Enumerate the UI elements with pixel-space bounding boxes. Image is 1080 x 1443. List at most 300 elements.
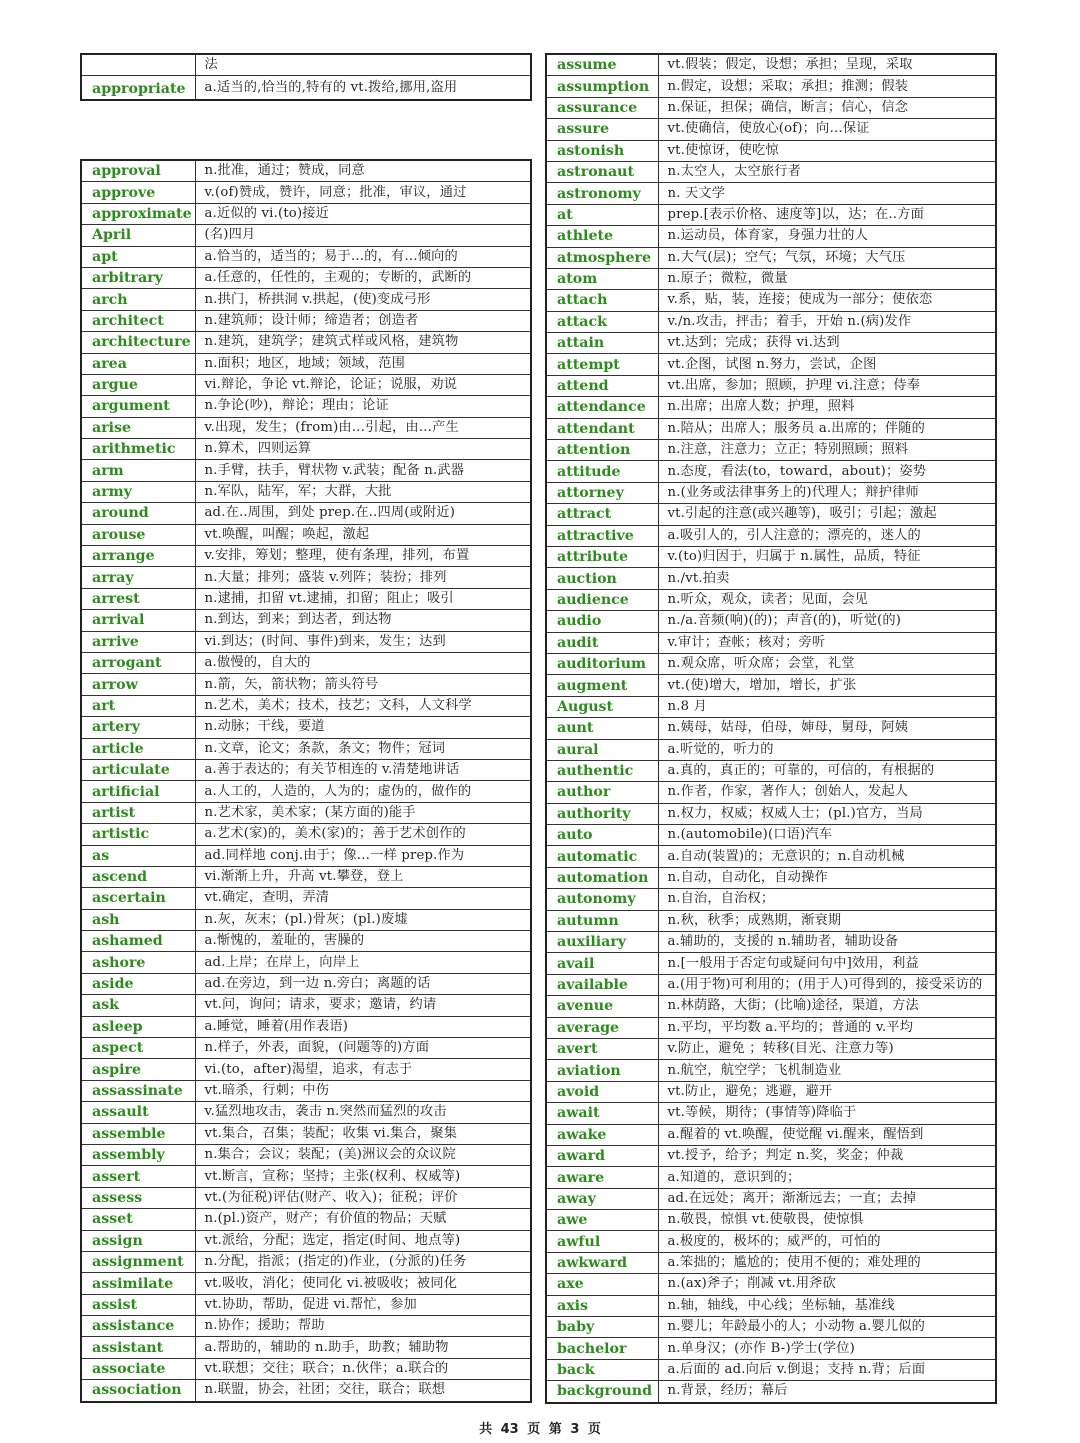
definition-cell: vt.协助，帮助，促进 vi.帮忙，参加 — [195, 1294, 531, 1315]
vocab-row — [81, 995, 531, 1016]
definition-cell: vt.问，询问；请求，要求；邀请，约请 — [195, 995, 531, 1016]
word-cell: author — [546, 782, 658, 803]
definition-cell: vt.吸收，消化；使同化 vi.被吸收；被同化 — [195, 1273, 531, 1294]
word-cell: astronaut — [546, 161, 658, 182]
vocab-row — [81, 310, 531, 331]
vocab-row — [546, 461, 996, 482]
word-cell: await — [546, 1103, 658, 1124]
definition-cell: vt.使确信，使放心(of)；向…保证 — [658, 119, 996, 140]
definition-cell: n.[一般用于否定句或疑问句中]效用，利益 — [658, 953, 996, 974]
vocab-row — [81, 931, 531, 952]
word-cell: assign — [81, 1230, 195, 1251]
word-cell: area — [81, 353, 195, 374]
definition-cell: n.艺术家，美术家；(某方面的)能手 — [195, 802, 531, 823]
definition-cell: n.秋，秋季；成熟期，渐衰期 — [658, 910, 996, 931]
vocab-row — [81, 1209, 531, 1230]
word-cell: assess — [81, 1187, 195, 1208]
definition-cell: v.猛烈地攻击，袭击 n.突然而猛烈的攻击 — [195, 1102, 531, 1123]
word-cell: arouse — [81, 524, 195, 545]
word-cell: attach — [546, 290, 658, 311]
definition-cell: n.(automobile)(口语)汽车 — [658, 825, 996, 846]
definition-cell: vt.引起的注意(或兴趣等)，吸引；引起；激起 — [658, 504, 996, 525]
table-row — [81, 54, 531, 76]
vocab-row — [546, 867, 996, 888]
definition-cell: n.拱门，桥拱洞 v.拱起，(使)变成弓形 — [195, 289, 531, 310]
definition-cell: ad.同样地 conj.由于；像…一样 prep.作为 — [195, 845, 531, 866]
word-cell: ash — [81, 909, 195, 930]
word-cell: arrange — [81, 546, 195, 567]
definition-cell: n.面积；地区，地域；领域，范围 — [195, 353, 531, 374]
definition-cell: vt.授予，给予；判定 n.奖，奖金；仲裁 — [658, 1145, 996, 1166]
word-cell: assistant — [81, 1337, 195, 1358]
definition-cell: ad.在远处；离开；渐渐远去；一直；去掉 — [658, 1188, 996, 1209]
definition-cell: n.箭，矢，箭状物；箭头符号 — [195, 674, 531, 695]
vocab-row — [81, 1273, 531, 1294]
definition-cell: a.傲慢的，自大的 — [195, 652, 531, 673]
definition-cell: a.自动(装置)的；无意识的；n.自动机械 — [658, 846, 996, 867]
vocab-row — [81, 439, 531, 460]
word-cell: assist — [81, 1294, 195, 1315]
vocab-row — [81, 1230, 531, 1251]
vocab-row — [81, 203, 531, 224]
definition-cell: a.适当的,恰当的,特有的 vt.拨给,挪用,盗用 — [195, 76, 531, 101]
vocab-row — [546, 226, 996, 247]
word-cell: atmosphere — [546, 247, 658, 268]
definition-cell: n.背景，经历；幕后 — [658, 1381, 996, 1403]
definition-cell: n.集合；会议；装配；(美)洲议会的众议院 — [195, 1144, 531, 1165]
definition-cell: n.单身汉；(亦作 B-)学士(学位) — [658, 1338, 996, 1359]
definition-cell: a.帮助的，辅助的 n.助手，助教；辅助物 — [195, 1337, 531, 1358]
word-cell: avert — [546, 1038, 658, 1059]
definition-cell: 法 — [195, 54, 531, 76]
word-cell: astronomy — [546, 183, 658, 204]
word-cell: attendant — [546, 418, 658, 439]
vocab-row — [546, 996, 996, 1017]
definition-cell: vt.使惊讶，使吃惊 — [658, 140, 996, 161]
vocab-row — [81, 374, 531, 395]
definition-cell: a.任意的，任性的，主观的；专断的，武断的 — [195, 267, 531, 288]
vocab-row — [81, 1123, 531, 1144]
vocab-row — [81, 802, 531, 823]
definition-cell: n.陪从；出席人；服务员 a.出席的；伴随的 — [658, 418, 996, 439]
vocab-row — [546, 161, 996, 182]
word-cell: automatic — [546, 846, 658, 867]
vocab-row — [546, 696, 996, 717]
vocab-row — [81, 396, 531, 417]
vocab-row — [546, 333, 996, 354]
vocab-row — [546, 525, 996, 546]
definition-cell: ad.在..周围，到处 prep.在..四周(或附近) — [195, 503, 531, 524]
vocab-row — [81, 546, 531, 567]
word-cell: arrive — [81, 631, 195, 652]
vocab-row — [81, 160, 531, 182]
word-cell: aspire — [81, 1059, 195, 1080]
definition-cell: n.样子，外表，面貌，(问题等的)方面 — [195, 1038, 531, 1059]
vocab-row — [81, 610, 531, 631]
vocab-row — [81, 246, 531, 267]
word-cell: April — [81, 225, 195, 246]
definition-cell: n.动脉；干线，要道 — [195, 717, 531, 738]
word-cell: array — [81, 567, 195, 588]
vocab-row — [546, 718, 996, 739]
word-cell: attempt — [546, 354, 658, 375]
vocab-row — [546, 653, 996, 674]
word-cell: August — [546, 696, 658, 717]
word-cell: aspect — [81, 1038, 195, 1059]
vocab-row — [546, 1252, 996, 1273]
word-cell: automation — [546, 867, 658, 888]
vocab-row — [546, 782, 996, 803]
definition-cell: (名)四月 — [195, 225, 531, 246]
definition-cell: n.轴，轴线，中心线；坐标轴，基准线 — [658, 1295, 996, 1316]
vocab-row — [81, 524, 531, 545]
word-cell: award — [546, 1145, 658, 1166]
word-cell: assure — [546, 119, 658, 140]
word-cell: asleep — [81, 1016, 195, 1037]
word-cell: assert — [81, 1166, 195, 1187]
definition-cell: a.辅助的，支援的 n.辅助者，辅助设备 — [658, 932, 996, 953]
word-cell: artery — [81, 717, 195, 738]
vocab-row — [81, 1102, 531, 1123]
vocab-row — [546, 204, 996, 225]
word-cell: aware — [546, 1167, 658, 1188]
vocab-row — [546, 1103, 996, 1124]
definition-cell: v.出现，发生；(from)由…引起，由…产生 — [195, 417, 531, 438]
definition-cell: n.自动，自动化，自动操作 — [658, 867, 996, 888]
definition-cell: a.醒着的 vt.唤醒，使觉醒 vi.醒来，醒悟到 — [658, 1124, 996, 1145]
word-cell: as — [81, 845, 195, 866]
vocab-row — [546, 803, 996, 824]
word-cell: away — [546, 1188, 658, 1209]
vocab-row — [546, 1038, 996, 1059]
definition-cell: n.(业务或法律事务上的)代理人；辩护律师 — [658, 482, 996, 503]
definition-cell: vi.渐渐上升，升高 vt.攀登，登上 — [195, 866, 531, 887]
vocab-row — [81, 759, 531, 780]
definition-cell: v.(of)赞成，赞许，同意；批准，审议，通过 — [195, 182, 531, 203]
vocab-row — [81, 289, 531, 310]
vocab-row — [546, 119, 996, 140]
word-cell: ascend — [81, 866, 195, 887]
word-cell: approximate — [81, 203, 195, 224]
vocab-row — [546, 760, 996, 781]
word-cell: assumption — [546, 76, 658, 97]
definition-cell: n.建筑师；设计师；缔造者；创造者 — [195, 310, 531, 331]
word-cell: baby — [546, 1317, 658, 1338]
vocab-row — [546, 1017, 996, 1038]
definition-cell: n.保证，担保；确信，断言；信心，信念 — [658, 97, 996, 118]
vocab-row — [81, 225, 531, 246]
definition-cell: a.后面的 ad.向后 v.倒退；支持 n.背；后面 — [658, 1359, 996, 1380]
word-cell: artificial — [81, 781, 195, 802]
word-cell: awful — [546, 1231, 658, 1252]
vocab-row — [81, 1080, 531, 1101]
definition-cell: vt.达到；完成；获得 vi.达到 — [658, 333, 996, 354]
word-cell: artist — [81, 802, 195, 823]
vocab-row — [81, 353, 531, 374]
definition-cell: n.敬畏，惊惧 vt.使敬畏，使惊惧 — [658, 1210, 996, 1231]
word-cell: attract — [546, 504, 658, 525]
total-pages: 43 — [500, 1422, 519, 1437]
definition-cell: a.真的，真正的；可靠的，可信的，有根据的 — [658, 760, 996, 781]
vocab-row — [81, 674, 531, 695]
definition-cell: n.军队，陆军，军；大群，大批 — [195, 481, 531, 502]
word-cell: avail — [546, 953, 658, 974]
word-cell: attorney — [546, 482, 658, 503]
definition-cell: n.争论(吵)，辩论；理由；论证 — [195, 396, 531, 417]
definition-cell: vi.到达；(时间、事件)到来，发生；达到 — [195, 631, 531, 652]
word-cell: appropriate — [81, 76, 195, 101]
definition-cell: a.吸引人的，引人注意的；漂亮的，迷人的 — [658, 525, 996, 546]
vocab-row — [546, 1274, 996, 1295]
word-cell: assault — [81, 1102, 195, 1123]
vocab-row — [546, 1359, 996, 1380]
word-cell: ask — [81, 995, 195, 1016]
word-cell: athlete — [546, 226, 658, 247]
word-cell: attend — [546, 375, 658, 396]
definition-cell: a.近似的 vi.(to)接近 — [195, 203, 531, 224]
definition-cell: vt.集合，召集；装配；收集 vi.集合，聚集 — [195, 1123, 531, 1144]
definition-cell: n.大量；排列；盛装 v.列阵；装扮；排列 — [195, 567, 531, 588]
definition-cell: n.出席；出席人数；护理，照料 — [658, 397, 996, 418]
vocab-row — [81, 567, 531, 588]
footer-text: 页 — [587, 1422, 601, 1437]
vocab-row — [81, 1358, 531, 1379]
definition-cell: vt.联想；交往；联合；n.伙伴；a.联合的 — [195, 1358, 531, 1379]
definition-cell: vt.暗杀，行刺；中伤 — [195, 1080, 531, 1101]
word-cell: articulate — [81, 759, 195, 780]
vocab-row — [81, 1166, 531, 1187]
vocab-row — [81, 1316, 531, 1337]
vocab-row — [81, 952, 531, 973]
word-cell: average — [546, 1017, 658, 1038]
word-cell: attendance — [546, 397, 658, 418]
vocab-row — [546, 482, 996, 503]
word-cell: arch — [81, 289, 195, 310]
word-cell: background — [546, 1381, 658, 1403]
definition-cell: a.恰当的，适当的；易于…的，有…倾向的 — [195, 246, 531, 267]
definition-cell: vi.辩论，争论 vt.辩论，论证；说服，劝说 — [195, 374, 531, 395]
vocab-row — [546, 1295, 996, 1316]
definition-cell: vt.断言，宣称；坚持；主张(权利、权威等) — [195, 1166, 531, 1187]
definition-cell: n.(ax)斧子；削减 vt.用斧砍 — [658, 1274, 996, 1295]
vocab-row — [81, 738, 531, 759]
word-cell: assurance — [546, 97, 658, 118]
word-cell: atom — [546, 268, 658, 289]
definition-cell: vt.确定，查明，弄清 — [195, 888, 531, 909]
definition-cell: a.惭愧的，羞耻的，害臊的 — [195, 931, 531, 952]
definition-cell: prep.[表示价格、速度等]以，达；在..方面 — [658, 204, 996, 225]
definition-cell: v.(to)归因于，归属于 n.属性，品质，特征 — [658, 546, 996, 567]
word-cell: auditorium — [546, 653, 658, 674]
word-cell: augment — [546, 675, 658, 696]
definition-cell: n. 天文学 — [658, 183, 996, 204]
top-entry-table — [80, 53, 532, 101]
vocab-row — [81, 1294, 531, 1315]
word-cell: art — [81, 695, 195, 716]
definition-cell: ad.上岸；在岸上，向岸上 — [195, 952, 531, 973]
word-cell: at — [546, 204, 658, 225]
vocab-row — [546, 846, 996, 867]
vocab-row — [546, 1145, 996, 1166]
definition-cell: v./n.攻击，抨击；着手，开始 n.(病)发作 — [658, 311, 996, 332]
definition-cell: n.权力，权威；权威人士；(pl.)官方，当局 — [658, 803, 996, 824]
left-vocabulary-table — [80, 159, 532, 1403]
word-cell: associate — [81, 1358, 195, 1379]
definition-cell: a.睡觉，睡着(用作表语) — [195, 1016, 531, 1037]
word-cell: arithmetic — [81, 439, 195, 460]
word-cell: army — [81, 481, 195, 502]
vocab-row — [81, 503, 531, 524]
vocab-row — [81, 888, 531, 909]
vocab-row — [81, 481, 531, 502]
definition-cell: n.平均，平均数 a.平均的；普通的 v.平均 — [658, 1017, 996, 1038]
table-row — [81, 76, 531, 101]
vocab-row — [81, 332, 531, 353]
word-cell: axis — [546, 1295, 658, 1316]
definition-cell: a.善于表达的；有关节相连的 v.清楚地讲话 — [195, 759, 531, 780]
definition-cell: n./a.音频(响)(的)；声音(的)，听觉(的) — [658, 611, 996, 632]
definition-cell: n.艺术，美术；技术，技艺；文科，人文科学 — [195, 695, 531, 716]
definition-cell: v.防止，避免 ；转移(目光、注意力等) — [658, 1038, 996, 1059]
vocab-row — [546, 739, 996, 760]
vocab-row — [81, 1016, 531, 1037]
word-cell: aside — [81, 973, 195, 994]
word-cell: arrow — [81, 674, 195, 695]
vocab-row — [546, 418, 996, 439]
vocab-row — [81, 845, 531, 866]
vocab-row — [81, 182, 531, 203]
vocab-row — [81, 460, 531, 481]
vocab-row — [81, 417, 531, 438]
word-cell: artistic — [81, 824, 195, 845]
word-cell: awake — [546, 1124, 658, 1145]
word-cell: ashamed — [81, 931, 195, 952]
definition-cell: vi.(to，after)渴望，追求，有志于 — [195, 1059, 531, 1080]
definition-cell: n.运动员，体育家，身强力壮的人 — [658, 226, 996, 247]
word-cell: assembly — [81, 1144, 195, 1165]
definition-cell: vt.唤醒，叫醒；唤起，激起 — [195, 524, 531, 545]
definition-cell: n.建筑，建筑学；建筑式样或风格，建筑物 — [195, 332, 531, 353]
vocab-row — [546, 397, 996, 418]
definition-cell: a.(用于物)可利用的；(用于人)可得到的，接受采访的 — [658, 974, 996, 995]
definition-cell: v.系，贴，装，连接；使成为一部分；使依恋 — [658, 290, 996, 311]
vocab-row — [546, 953, 996, 974]
word-cell: article — [81, 738, 195, 759]
word-cell: arbitrary — [81, 267, 195, 288]
word-cell: attain — [546, 333, 658, 354]
vocab-row — [546, 1210, 996, 1231]
vocab-row — [546, 932, 996, 953]
vocab-row — [81, 1380, 531, 1402]
word-cell: autonomy — [546, 889, 658, 910]
vocab-row — [546, 290, 996, 311]
word-cell: ascertain — [81, 888, 195, 909]
vocab-row — [546, 1167, 996, 1188]
vocab-row — [546, 1060, 996, 1081]
definition-cell: vt.(为征税)评估(财产、收入)；征税；评价 — [195, 1187, 531, 1208]
definition-cell: n.姨母，姑母，伯母，婶母，舅母，阿姨 — [658, 718, 996, 739]
vocab-row — [81, 652, 531, 673]
word-cell: arrival — [81, 610, 195, 631]
definition-cell: vt.假装；假定，设想；承担；呈现，采取 — [658, 54, 996, 76]
vocab-row — [546, 589, 996, 610]
vocab-row — [546, 1188, 996, 1209]
word-cell — [81, 54, 195, 76]
definition-cell: n.航空，航空学；飞机制造业 — [658, 1060, 996, 1081]
word-cell: attention — [546, 440, 658, 461]
definition-cell: n.协作；援助；帮助 — [195, 1316, 531, 1337]
vocab-row — [546, 611, 996, 632]
vocab-row — [546, 1081, 996, 1102]
definition-cell: n.假定，设想；采取；承担；推测；假装 — [658, 76, 996, 97]
word-cell: astonish — [546, 140, 658, 161]
right-vocabulary-table — [545, 53, 997, 1404]
footer-text: 页 — [527, 1422, 541, 1437]
vocab-row — [546, 76, 996, 97]
vocab-row — [546, 546, 996, 567]
definition-cell: n.观众席，听众席；会堂，礼堂 — [658, 653, 996, 674]
word-cell: available — [546, 974, 658, 995]
definition-cell: n./vt.拍卖 — [658, 568, 996, 589]
vocab-row — [81, 973, 531, 994]
definition-cell: n.注意，注意力；立正；特别照顾；照料 — [658, 440, 996, 461]
vocab-row — [546, 354, 996, 375]
current-page: 3 — [570, 1422, 580, 1437]
definition-cell: n.8 月 — [658, 696, 996, 717]
vocab-row — [546, 375, 996, 396]
definition-cell: n.自治，自治权； — [658, 889, 996, 910]
word-cell: aunt — [546, 718, 658, 739]
definition-cell: n.作者，作家，著作人；创始人，发起人 — [658, 782, 996, 803]
word-cell: aviation — [546, 1060, 658, 1081]
word-cell: attitude — [546, 461, 658, 482]
definition-cell: n.太空人，太空旅行者 — [658, 161, 996, 182]
definition-cell: vt.等候，期待；(事情等)降临于 — [658, 1103, 996, 1124]
word-cell: assimilate — [81, 1273, 195, 1294]
vocab-row — [546, 504, 996, 525]
footer-text: 共 — [479, 1422, 493, 1437]
definition-cell: ad.在旁边，到一边 n.旁白；离题的话 — [195, 973, 531, 994]
definition-cell: n.文章，论文；条款，条文；物件；冠词 — [195, 738, 531, 759]
definition-cell: n.逮捕，扣留 vt.逮捕，扣留；阻止；吸引 — [195, 588, 531, 609]
vocab-row — [81, 866, 531, 887]
definition-cell: n.分配，指派；(指定的)作业，(分派的)任务 — [195, 1251, 531, 1272]
word-cell: attack — [546, 311, 658, 332]
definition-cell: n.批准，通过；赞成，同意 — [195, 160, 531, 182]
definition-cell: n.灰，灰末；(pl.)骨灰；(pl.)废墟 — [195, 909, 531, 930]
definition-cell: vt.出席，参加；照顾，护理 vi.注意；侍奉 — [658, 375, 996, 396]
word-cell: ashore — [81, 952, 195, 973]
vocab-row — [546, 1317, 996, 1338]
definition-cell: v.审计；查帐；核对；旁听 — [658, 632, 996, 653]
word-cell: authority — [546, 803, 658, 824]
word-cell: approve — [81, 182, 195, 203]
vocab-row — [81, 631, 531, 652]
definition-cell: a.人工的，人造的，人为的；虚伪的，做作的 — [195, 781, 531, 802]
definition-cell: a.知道的，意识到的； — [658, 1167, 996, 1188]
page-footer — [0, 1418, 1080, 1437]
word-cell: audience — [546, 589, 658, 610]
definition-cell: vt.企图，试图 n.努力，尝试，企图 — [658, 354, 996, 375]
vocab-row — [81, 1251, 531, 1272]
definition-cell: n.算术，四则运算 — [195, 439, 531, 460]
vocab-row — [546, 889, 996, 910]
vocab-row — [546, 268, 996, 289]
word-cell: bachelor — [546, 1338, 658, 1359]
definition-cell: n.联盟，协会，社团；交往，联合；联想 — [195, 1380, 531, 1402]
vocab-row — [546, 632, 996, 653]
definition-cell: a.极度的，极坏的；威严的，可怕的 — [658, 1231, 996, 1252]
